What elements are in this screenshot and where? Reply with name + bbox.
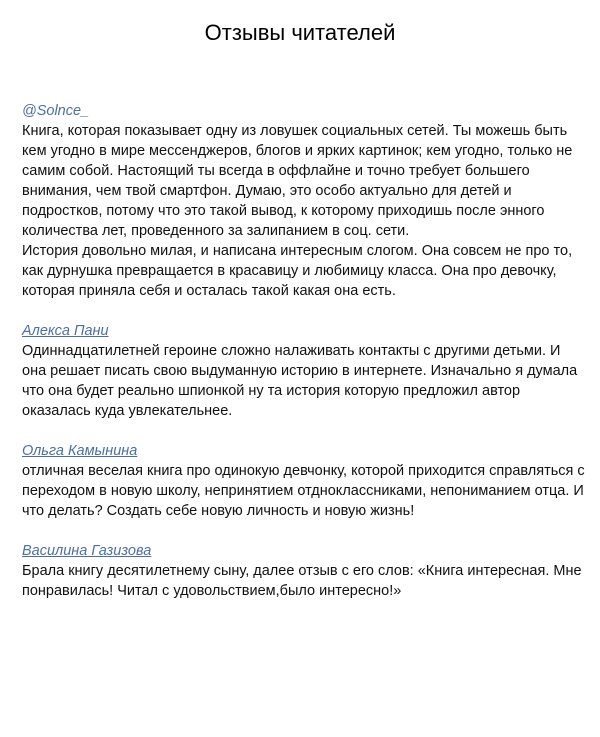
review-author-link[interactable]: Василина Газизова	[22, 543, 152, 559]
review-item	[22, 441, 588, 521]
review-item	[22, 101, 588, 301]
review-author-link[interactable]: Ольга Камынина	[22, 443, 138, 459]
review-item	[22, 321, 588, 421]
page-title: Отзывы читателей	[204, 20, 396, 45]
review-author-link[interactable]: @Solnce_	[22, 103, 90, 119]
review-author-link[interactable]: Алекса Пани	[22, 323, 109, 339]
reviews-list	[22, 101, 588, 621]
review-text: отличная веселая книга про одинокую девчонку, которой приходится справляться с переходом в новую школу, непринятием отдноклассниками, непониманием отца. И что делать? Создать себе новую личность и новую жизнь!	[22, 463, 585, 519]
review-text: Брала книгу десятилетнему сыну, далее отзыв с его слов: «Книга интересная. Мне понравилась! Читал с удовольствием,было интересно!»	[22, 563, 582, 599]
review-item	[22, 541, 588, 601]
review-text: Книга, которая показывает одну из ловушек социальных сетей. Ты можешь быть кем угодно в мире мессенджеров, блогов и ярких картинок; кем угодно, только не самим собой. Настоящий ты всегда в оффлайне и точно требует большего внимания, чем твой смартфон. Думаю, это особо актуально для детей и подростков, потому что это такой вывод, к которому приходишь после энного количества лет, проведенного за залипанием в соц. сети. История довольно милая, и написана интересным слогом. Она совсем не про то, как дурнушка превращается в красавицу и любимицу класса. Она про девочку, которая приняла себя и осталась такой какая она есть.	[22, 123, 573, 299]
review-text: Одиннадцатилетней героине сложно налаживать контакты с другими детьми. И она решает писать свою выдуманную историю в интернете. Изначально я думала что она будет реально шпионкой ну та история которую предложил автор оказалась куда увлекательнее.	[22, 343, 578, 419]
